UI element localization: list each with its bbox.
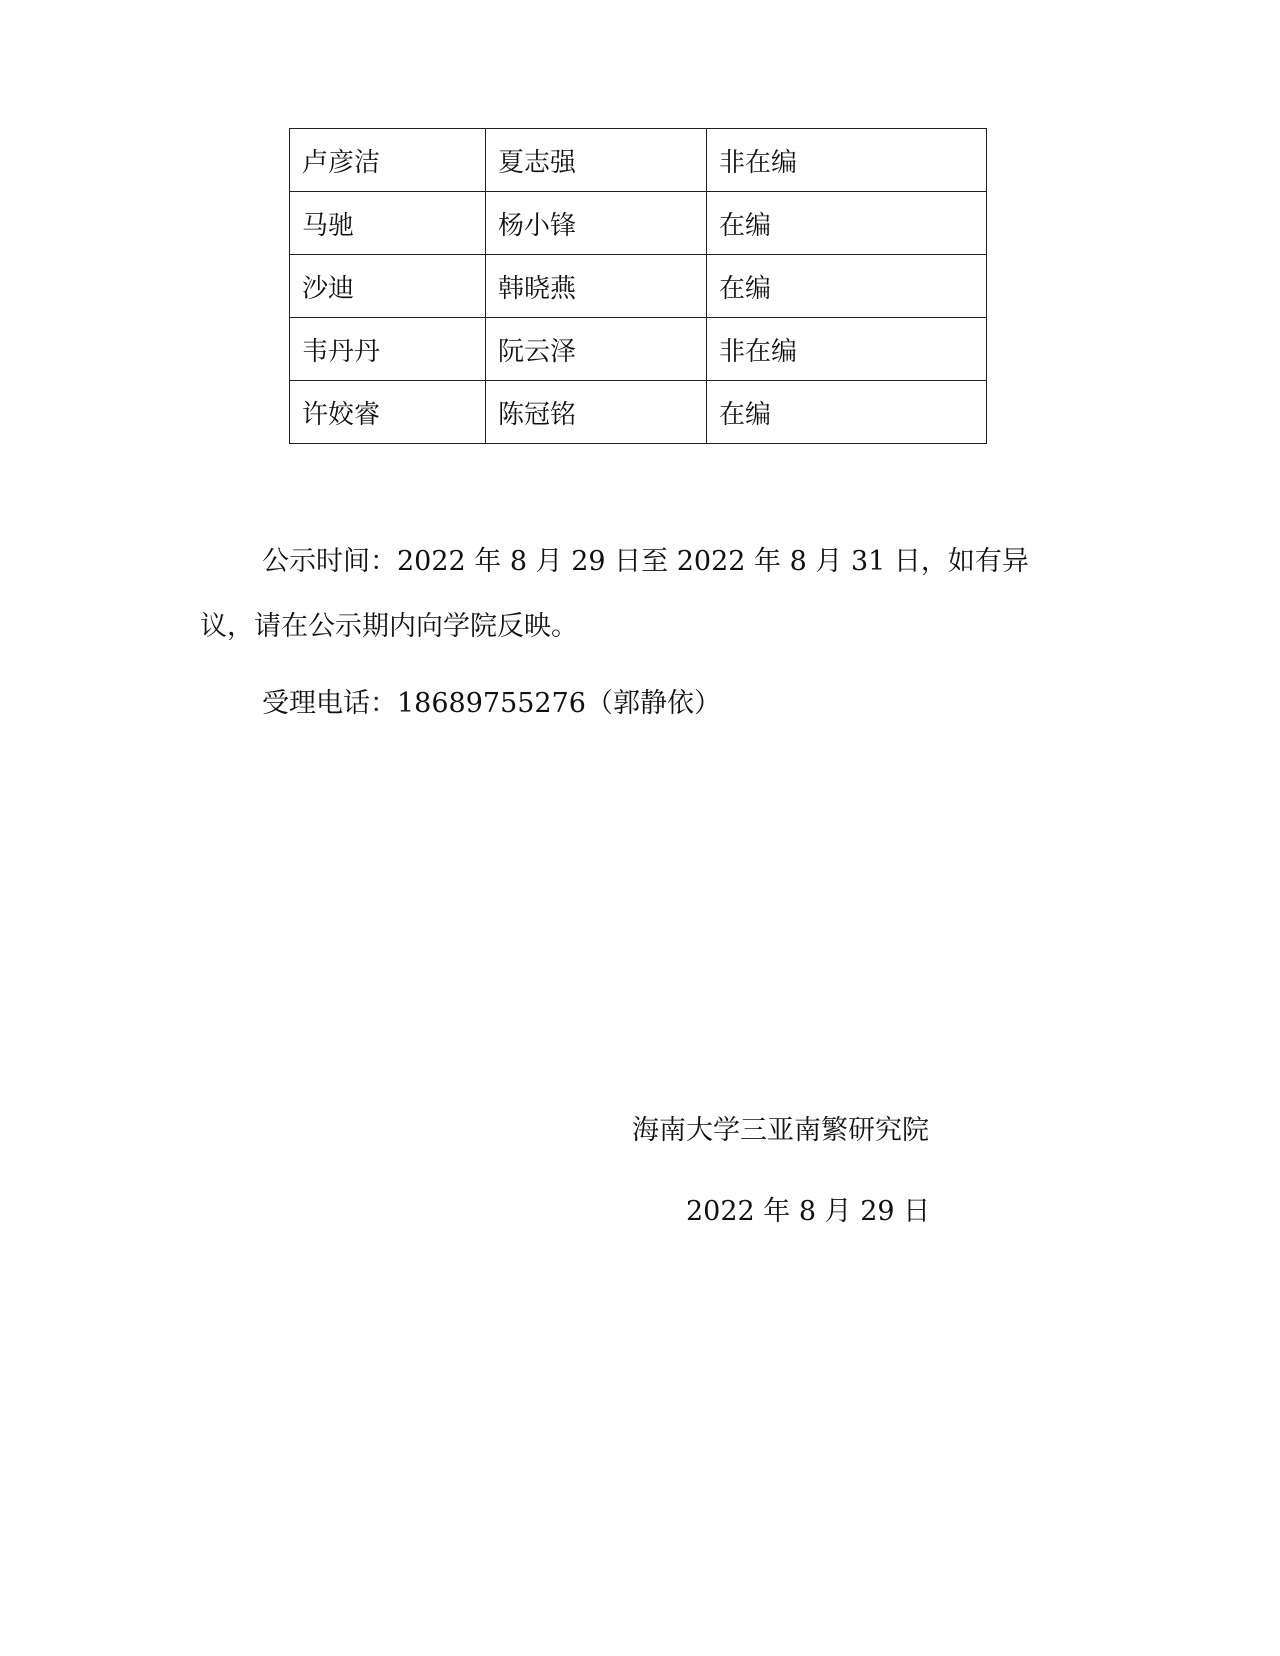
issue-date: 2022 年 8 月 29 日 <box>686 1196 931 1227</box>
notice-period-text: 公示时间：2022 年 8 月 29 日至 2022 年 8 月 31 日，如有异 <box>262 546 1029 577</box>
table-row <box>290 192 987 255</box>
table-cell: 沙迪 <box>290 255 486 318</box>
contact-phone-text: 受理电话：18689755276（郭静依） <box>262 688 721 719</box>
table-cell: 马驰 <box>290 192 486 255</box>
table-cell: 非在编 <box>707 318 987 381</box>
table-cell: 非在编 <box>707 129 987 192</box>
table-row <box>290 129 987 192</box>
table-cell: 夏志强 <box>486 129 707 192</box>
table-row <box>290 318 987 381</box>
table-cell: 卢彦洁 <box>290 129 486 192</box>
notice-period-text-continued: 议，请在公示期内向学院反映。 <box>200 611 578 642</box>
table-cell: 陈冠铭 <box>486 381 707 444</box>
table-row <box>290 255 987 318</box>
table-cell: 在编 <box>707 192 987 255</box>
table-cell: 在编 <box>707 255 987 318</box>
table-cell: 韦丹丹 <box>290 318 486 381</box>
table-cell: 在编 <box>707 381 987 444</box>
table-cell: 韩晓燕 <box>486 255 707 318</box>
table-cell: 许姣睿 <box>290 381 486 444</box>
personnel-table <box>289 128 987 444</box>
table-cell: 阮云泽 <box>486 318 707 381</box>
table-cell: 杨小锋 <box>486 192 707 255</box>
issuing-organization: 海南大学三亚南繁研究院 <box>632 1115 929 1146</box>
table-row <box>290 381 987 444</box>
